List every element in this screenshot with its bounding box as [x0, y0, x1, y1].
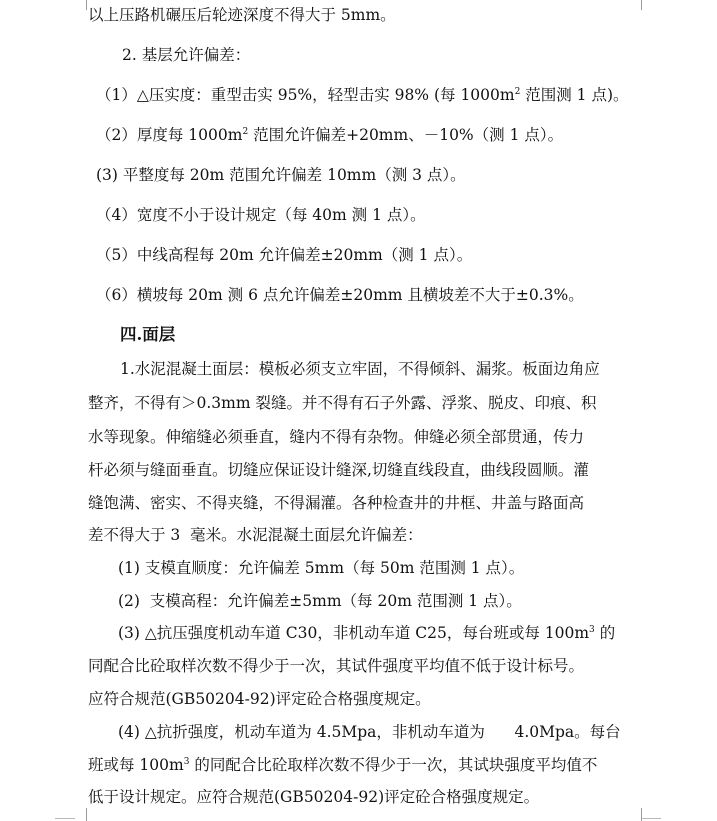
- paragraph-line-2: 整齐，不得有＞0.3mm 裂缝。并不得有石子外露、浮浆、脱皮、印痕、积: [88, 394, 597, 412]
- paragraph-line-3: 水等现象。伸缩缝必须垂直，缝内不得有杂物。伸缝必须全部贯通，传力: [88, 428, 585, 446]
- crop-mark-bottom-right: [641, 808, 654, 821]
- item-flatness: (3) 平整度每 20m 范围允许偏差 10mm（测 3 点）。: [96, 166, 466, 184]
- paragraph-line-6: 差不得大于 3 毫米。水泥混凝土面层允许偏差：: [88, 526, 423, 544]
- compressive-line-2: 同配合比砼取样次数不得少于一次，其试件强度平均值不低于设计标号。: [88, 657, 585, 675]
- paragraph-line-4: 杆必须与缝面垂直。切缝应保证设计缝深,切缝直线段直，曲线段圆顺。灌: [88, 461, 589, 479]
- item-thickness: （2）厚度每 $1000m^2$ 范围允许偏差+20mm、－10%（测 1 点）。: [96, 126, 564, 144]
- text-line-1: 以上压路机碾压后轮迹深度不得大于 5mm。: [88, 6, 396, 24]
- flexural-line-3: 低于设计规定。应符合规范(GB50204-92)评定砼合格强度规定。: [88, 788, 540, 806]
- item-flexural-strength: (4) △抗折强度，机动车道为 4.5Mpa，非机动车道为 4.0Mpa。每台: [118, 723, 621, 741]
- compressive-line-3: 应符合规范(GB50204-92)评定砼合格强度规定。: [88, 690, 431, 708]
- flexural-line-2: 班或每 $100m^3$ 的同配合比砼取样次数不得少于一次，其试块强度平均值不: [88, 756, 598, 774]
- item-compaction: （1）△压实度：重型击实 95%，轻型击实 98% (每 $1000m^2$ 范围测 1 点)。: [96, 86, 629, 104]
- section-2-title: 2. 基层允许偏差：: [122, 46, 251, 64]
- section-heading-surface: 四.面层: [120, 325, 176, 344]
- crop-mark-bottom-left: [74, 808, 87, 821]
- item-formwork-elevation: (2) 支模高程：允许偏差±5mm（每 20m 范围测 1 点）。: [118, 592, 522, 610]
- item-cross-slope: （6）横坡每 20m 测 6 点允许偏差±20mm 且横坡差不大于±0.3%。: [96, 286, 584, 304]
- paragraph-line-5: 缝饱满、密实、不得夹缝，不得漏灌。各种检查井的井框、井盖与路面高: [88, 494, 585, 512]
- item-width: （4）宽度不小于设计规定（每 40m 测 1 点）。: [96, 206, 426, 224]
- paragraph-line-1: 1.水泥混凝土面层：模板必须支立牢固，不得倾斜、漏浆。板面边角应: [120, 360, 600, 378]
- item-formwork-straightness: (1) 支模直顺度：允许偏差 5mm（每 50m 范围测 1 点）。: [118, 559, 525, 577]
- crop-line-right: [641, 818, 661, 819]
- item-centerline: （5）中线高程每 20m 允许偏差±20mm（测 1 点）。: [96, 246, 473, 264]
- item-compressive-strength: (3) △抗压强度机动车道 C30，非机动车道 C25，每台班或每 $100m^3$ 的: [118, 624, 616, 642]
- crop-line-left: [55, 818, 75, 819]
